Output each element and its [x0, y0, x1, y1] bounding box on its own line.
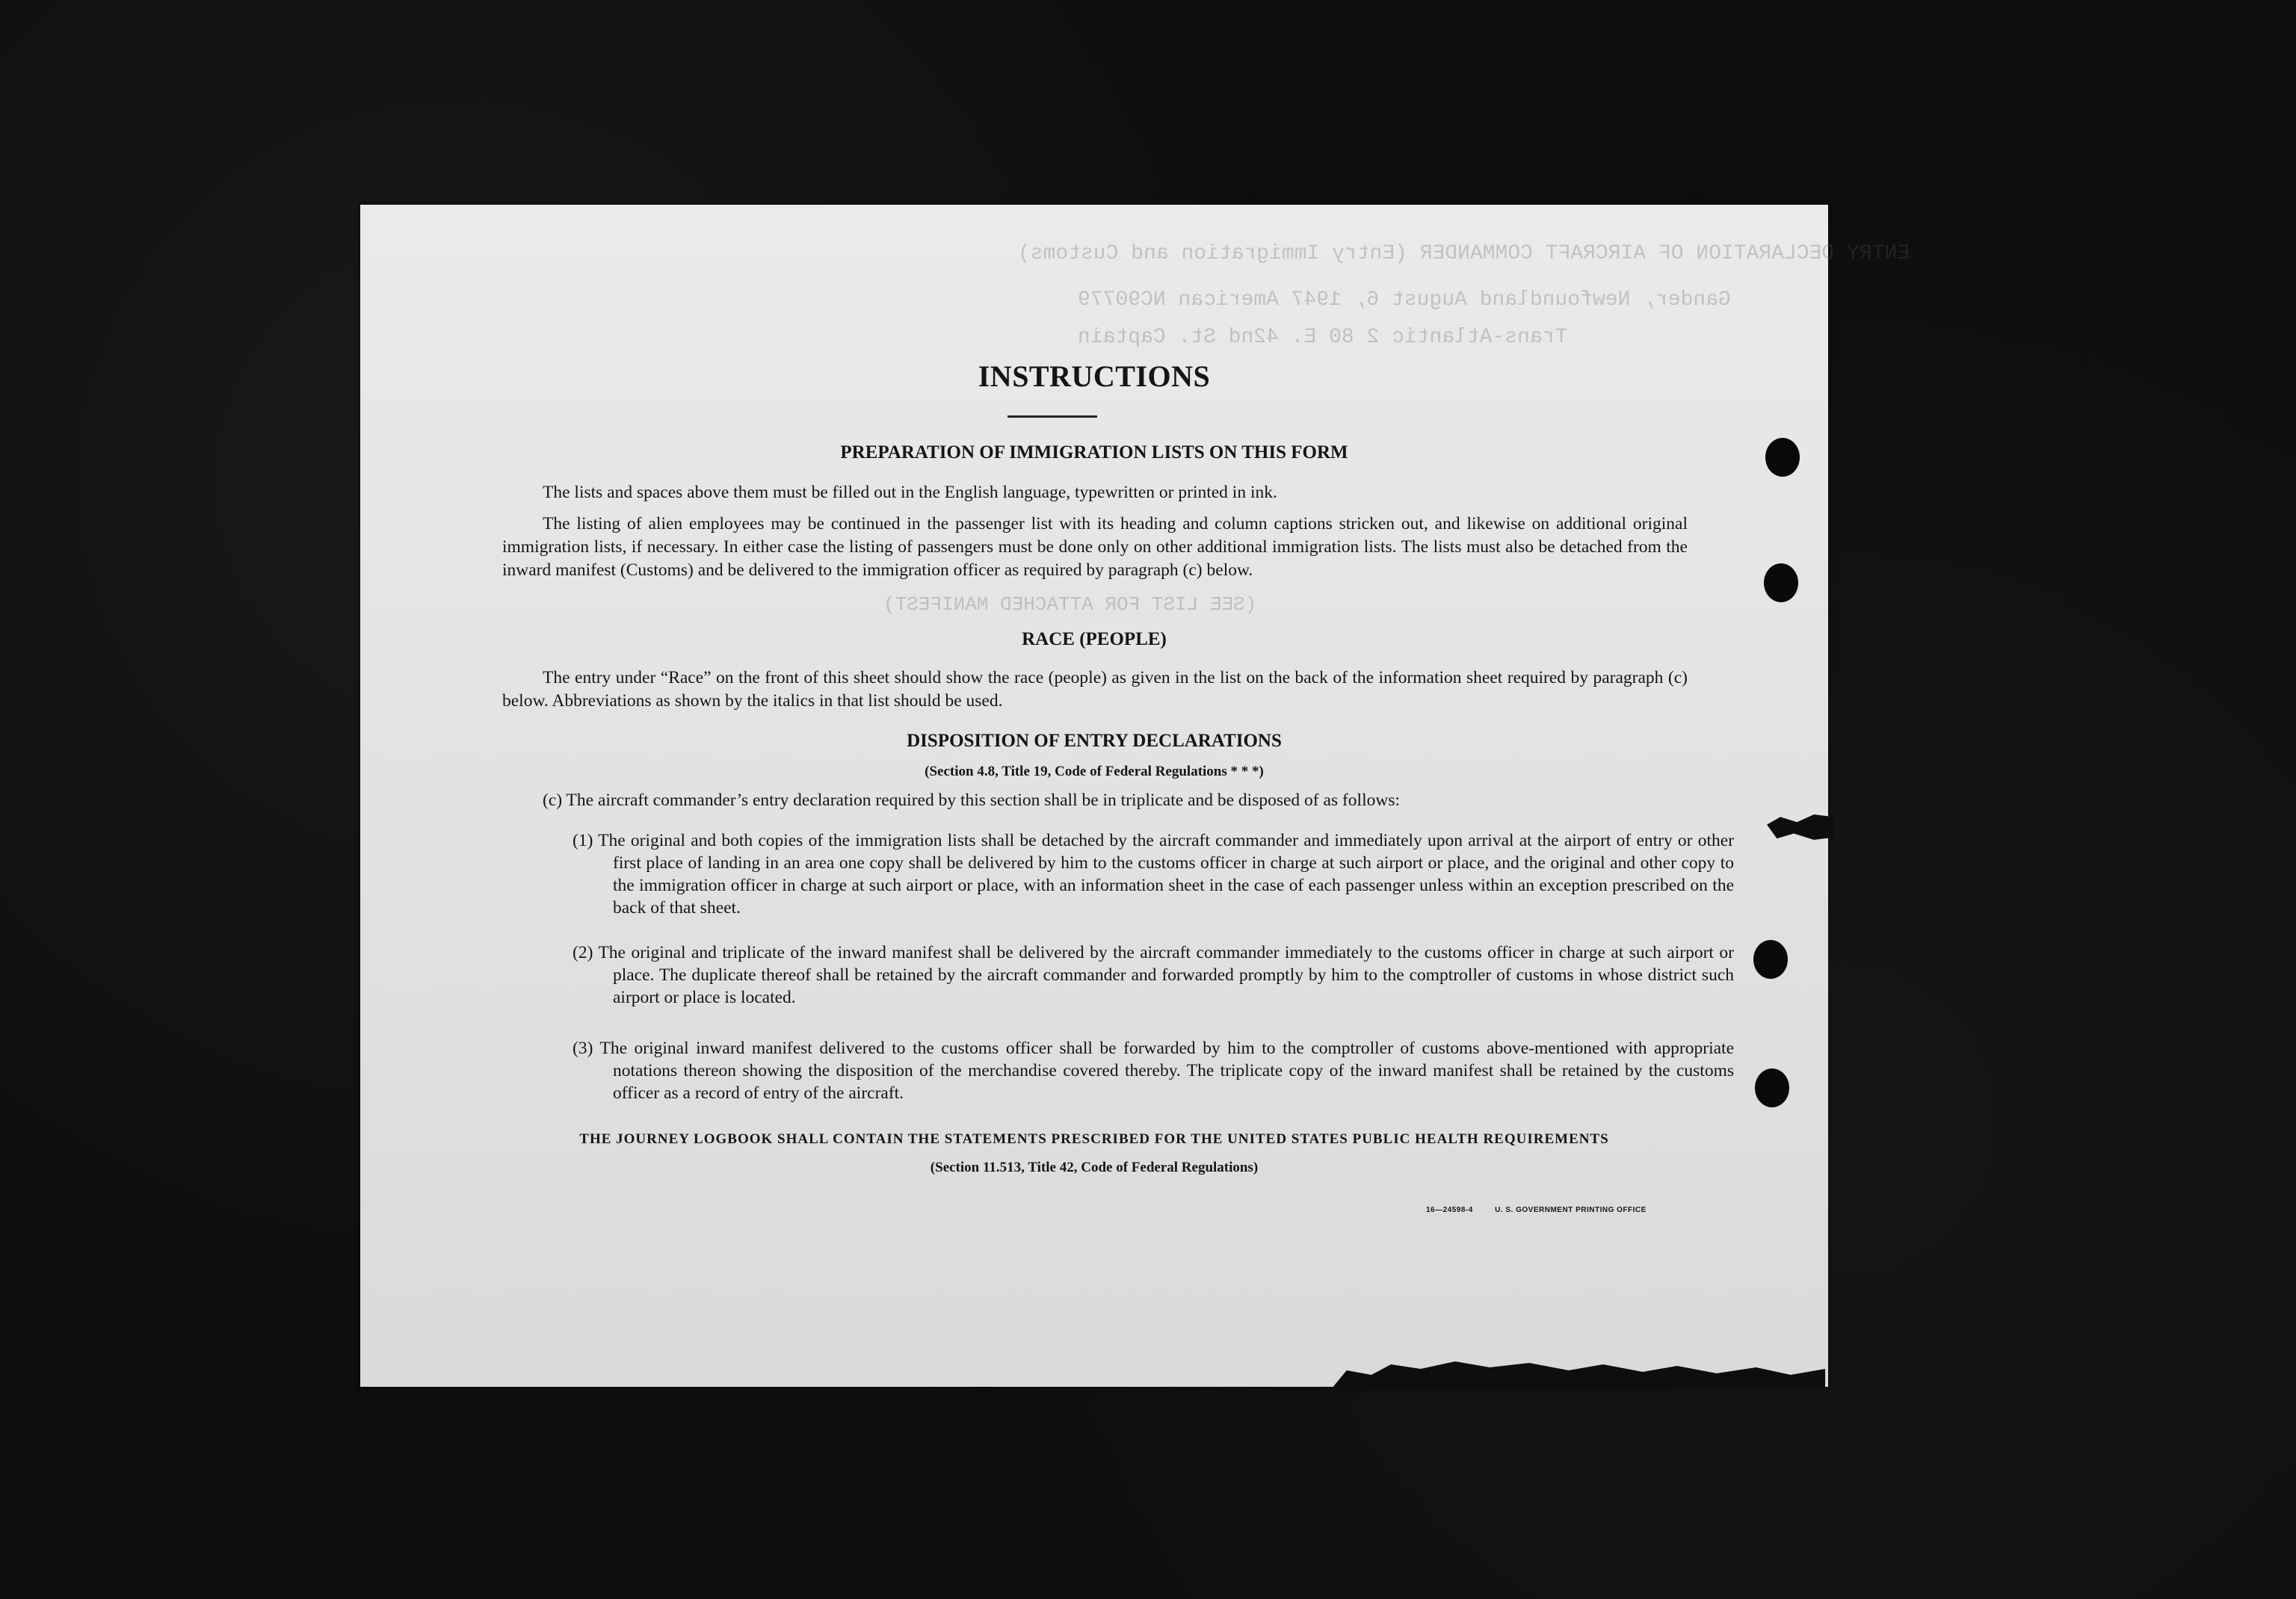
form-number: 16—24598-4: [1426, 1206, 1473, 1214]
punch-hole: [1764, 563, 1798, 602]
paragraph-language: The lists and spaces above them must be filled out in the English language, typewritten or printed in ink.: [543, 483, 1277, 502]
section-heading-disposition: DISPOSITION OF ENTRY DECLARATIONS: [907, 731, 1282, 751]
punch-hole: [1753, 940, 1788, 979]
footer-statement: THE JOURNEY LOGBOOK SHALL CONTAIN THE STATEMENTS PRESCRIBED FOR THE UNITED STATES PUBLIC HEALTH REQUIREMENTS: [579, 1131, 1609, 1147]
printer-name: U. S. GOVERNMENT PRINTING OFFICE: [1495, 1206, 1647, 1214]
section-heading-race: RACE (PEOPLE): [1022, 629, 1167, 649]
page-title: INSTRUCTIONS: [978, 359, 1211, 393]
document-content: [360, 205, 1828, 1387]
document-sheet: [360, 205, 1910, 1387]
list-item: (1) The original and both copies of the immigration lists shall be detached by the aircraft commander and immediately upon arrival at the airport of entry or other first place of landing in an area one copy shall be delivered by him to the customs officer in charge at such airport or place, and the original and other copy to the immigration officer in charge at such airport or place, with an information sheet in the case of each passenger unless within an exception prescribed on the back of that sheet.: [573, 831, 1734, 918]
punch-hole: [1755, 1068, 1789, 1107]
bleed-through-text: ENTRY DECLARATION OF AIRCRAFT COMMANDER (Entry Immigration and Customs): [1018, 242, 1910, 265]
footer-citation: (Section 11.513, Title 42, Code of Federal Regulations): [930, 1160, 1259, 1175]
paragraph-alien-employees: The listing of alien employees may be continued in the passenger list with its heading and column captions stricken out, and likewise on additional original immigration lists, if necessary. In either case the listing of passengers must be done only on other additional immigration lists. The lists must also be detached from the inward manifest (Customs) and be delivered to the immigration officer as required by paragraph (c) below.: [502, 514, 1688, 580]
printer-imprint: [1426, 1206, 1647, 1214]
bleed-through-text: (SEE LIST FOR ATTACHED MANIFEST): [883, 593, 1257, 616]
title-underline: [1007, 415, 1097, 418]
section-citation: (Section 4.8, Title 19, Code of Federal Regulations * * *): [925, 764, 1264, 779]
section-heading-preparation: PREPARATION OF IMMIGRATION LISTS ON THIS FORM: [840, 442, 1348, 463]
paragraph-race: The entry under “Race” on the front of this sheet should show the race (people) as given in the list on the back of the information sheet required by paragraph (c) below. Abbreviations as shown by the italics in that list should be used.: [502, 668, 1688, 711]
list-item: (3) The original inward manifest delivered to the customs officer shall be forwarded by him to the comptroller of customs above-mentioned with appropriate notations thereon showing the disposition of the merchandise covered thereby. The triplicate copy of the inward manifest shall be retained by the customs officer as a record of entry of the aircraft.: [573, 1039, 1734, 1103]
list-item: (2) The original and triplicate of the inward manifest shall be delivered by the aircraft commander immediately to the customs officer in charge at such airport or place. The duplicate thereof shall be retained by the aircraft commander and forwarded promptly by him to the comptroller of customs in whose district such airport or place is located.: [573, 943, 1734, 1007]
punch-hole: [1765, 438, 1800, 477]
paragraph-intro-c: (c) The aircraft commander’s entry declaration required by this section shall be in triplicate and be disposed of as follows:: [543, 791, 1400, 810]
bleed-through-text: Trans-Atlantic 2 80 E. 42nd St. Captain: [1078, 326, 1568, 349]
bleed-through-text: Gander, Newfoundland August 6, 1947 American NC90779: [1078, 288, 1731, 312]
